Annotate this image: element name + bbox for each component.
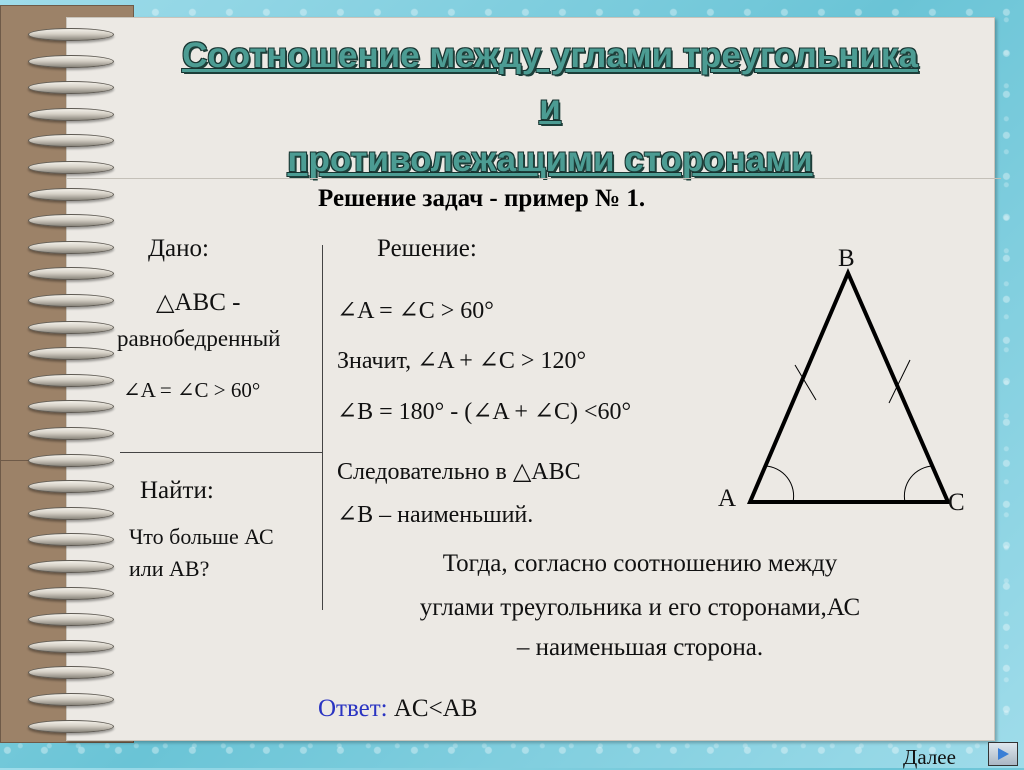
answer xyxy=(318,695,477,723)
triangle-figure xyxy=(690,240,990,520)
binding-ring xyxy=(28,693,114,706)
solution-step-1: ∠A = ∠C > 60° xyxy=(337,298,494,324)
binding-ring xyxy=(28,188,114,201)
binding-ring xyxy=(28,374,114,387)
triangle-abc xyxy=(750,273,948,502)
title-line-3: противолежащими сторонами xyxy=(287,140,813,179)
binding-ring xyxy=(28,321,114,334)
answer-label: Ответ: xyxy=(318,695,388,722)
conclusion-line-3: – наименьшая сторона. xyxy=(516,634,764,661)
binding-ring xyxy=(28,587,114,600)
given-label: Дано: xyxy=(148,235,209,262)
vertex-label-b: B xyxy=(838,245,855,272)
answer-value: AC<AB xyxy=(393,695,478,722)
binding-ring xyxy=(28,400,114,413)
binding-ring xyxy=(28,347,114,360)
find-question-line-2: или АВ? xyxy=(129,556,210,581)
given-angles: ∠A = ∠C > 60° xyxy=(123,378,261,402)
binding-ring xyxy=(28,267,114,280)
title-line-1: Соотношение между углами треугольника xyxy=(182,36,918,75)
vertex-label-c: C xyxy=(948,489,965,516)
solution-step-4-text: Следовательно в xyxy=(337,459,507,485)
binding-ring xyxy=(28,533,114,546)
binding-ring xyxy=(28,613,114,626)
solution-step-4 xyxy=(337,457,581,486)
title-divider xyxy=(66,178,1001,179)
binding-ring xyxy=(28,214,114,227)
given-triangle xyxy=(156,288,240,317)
triangle-icon: △ xyxy=(156,290,175,316)
next-label[interactable]: Далее xyxy=(903,745,956,769)
title-line-2: и xyxy=(539,88,561,127)
binding-ring xyxy=(28,480,114,493)
solution-step-4-triangle: ABC xyxy=(531,459,581,485)
binding-ring xyxy=(28,507,114,520)
horizontal-divider xyxy=(120,452,323,453)
given-triangle-name: ABC - xyxy=(174,289,241,316)
vertical-divider xyxy=(322,245,323,610)
solution-label: Решение: xyxy=(377,235,477,262)
binding-ring xyxy=(28,454,114,467)
binding-ring xyxy=(28,666,114,679)
slide-title xyxy=(100,30,1000,186)
conclusion-line-2: углами треугольника и его сторонами,АС xyxy=(419,594,861,621)
next-button[interactable] xyxy=(988,742,1018,766)
find-question-line-1: Что больше АС xyxy=(129,524,274,549)
binding-ring xyxy=(28,720,114,733)
binding-ring xyxy=(28,241,114,254)
binding-ring xyxy=(28,427,114,440)
triangle-icon: △ xyxy=(512,459,532,485)
slide-subtitle: Решение задач - пример № 1. xyxy=(318,185,646,212)
binding-ring xyxy=(28,294,114,307)
tick-mark-bc xyxy=(889,360,910,403)
find-label: Найти: xyxy=(140,477,214,504)
conclusion-line-1: Тогда, согласно соотношению между xyxy=(442,550,838,577)
angle-arc-a xyxy=(765,466,794,502)
binding-ring xyxy=(28,640,114,653)
vertex-label-a: A xyxy=(718,485,737,512)
solution-step-5: ∠B – наименьший. xyxy=(337,502,534,528)
angle-arc-c xyxy=(904,466,933,502)
binding-ring xyxy=(28,560,114,573)
play-arrow-icon xyxy=(998,748,1009,760)
solution-step-3: ∠B = 180° - (∠A + ∠C) <60° xyxy=(337,399,632,425)
given-property: равнобедренный xyxy=(117,326,281,351)
solution-step-2: Значит, ∠A + ∠C > 120° xyxy=(337,348,587,374)
